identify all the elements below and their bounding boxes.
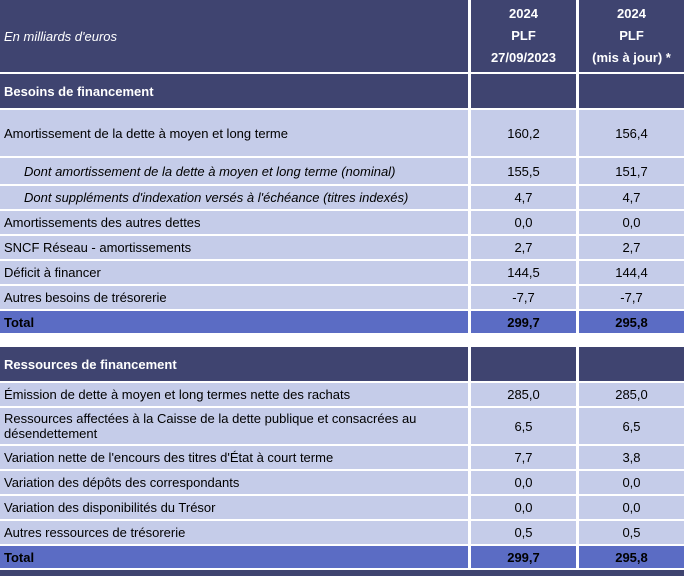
row-value-initial: 2,7	[468, 236, 576, 261]
total-value-initial: 299,7	[468, 546, 576, 570]
row-value-initial: 285,0	[468, 383, 576, 408]
row-label: Variation des dépôts des correspondants	[0, 471, 468, 496]
row-value-updated: 2,7	[576, 236, 684, 261]
row-value-initial: 4,7	[468, 186, 576, 211]
row-label: Dont amortissement de la dette à moyen et long terme (nominal)	[0, 158, 468, 186]
header-row	[0, 0, 684, 74]
total-value-updated: 295,8	[576, 311, 684, 335]
table-row	[0, 383, 684, 408]
row-value-updated: 0,0	[576, 471, 684, 496]
table-row	[0, 521, 684, 546]
row-label: Variation des disponibilités du Trésor	[0, 496, 468, 521]
total-value-updated: 295,8	[576, 546, 684, 570]
row-value-initial: 0,0	[468, 471, 576, 496]
table-row	[0, 110, 684, 158]
row-value-initial: 0,5	[468, 521, 576, 546]
row-value-initial: 144,5	[468, 261, 576, 286]
row-label: Émission de dette à moyen et long termes nette des rachats	[0, 383, 468, 408]
row-value-updated: 0,5	[576, 521, 684, 546]
row-value-updated: 6,5	[576, 408, 684, 446]
row-value-updated: 4,7	[576, 186, 684, 211]
table-row	[0, 186, 684, 211]
column-header-plf-initial	[468, 0, 576, 74]
total-row-ressources	[0, 546, 684, 570]
table-row	[0, 496, 684, 521]
row-value-initial: 155,5	[468, 158, 576, 186]
section-spacer	[0, 335, 684, 347]
table-row	[0, 236, 684, 261]
total-value-initial: 299,7	[468, 311, 576, 335]
column-header-year: 2024	[617, 6, 646, 21]
row-label: Autres besoins de trésorerie	[0, 286, 468, 311]
row-value-initial: 0,0	[468, 211, 576, 236]
column-header-note: (mis à jour) *	[592, 50, 671, 65]
bottom-section-edge	[0, 570, 684, 576]
row-label: Amortissement de la dette à moyen et long terme	[0, 110, 468, 158]
row-value-initial: 6,5	[468, 408, 576, 446]
column-header-plf-updated	[576, 0, 684, 74]
row-value-updated: 3,8	[576, 446, 684, 471]
row-value-updated: 0,0	[576, 496, 684, 521]
row-label: Autres ressources de trésorerie	[0, 521, 468, 546]
total-row-besoins	[0, 311, 684, 335]
section-title: Ressources de financement	[0, 347, 468, 383]
unit-label: En milliards d'euros	[0, 0, 468, 74]
table-row	[0, 446, 684, 471]
table-row	[0, 471, 684, 496]
table-row	[0, 286, 684, 311]
row-value-updated: 285,0	[576, 383, 684, 408]
row-label: Amortissements des autres dettes	[0, 211, 468, 236]
row-value-initial: 160,2	[468, 110, 576, 158]
section-title: Besoins de financement	[0, 74, 468, 110]
table-row	[0, 261, 684, 286]
column-header-date: 27/09/2023	[490, 50, 557, 65]
total-label: Total	[0, 311, 468, 335]
table-row	[0, 211, 684, 236]
row-label: Variation nette de l'encours des titres d'État à court terme	[0, 446, 468, 471]
row-value-updated: 0,0	[576, 211, 684, 236]
section-header-besoins	[0, 74, 684, 110]
row-label: Dont suppléments d'indexation versés à l'échéance (titres indexés)	[0, 186, 468, 211]
column-header-type: PLF	[619, 28, 644, 43]
row-value-updated: 151,7	[576, 158, 684, 186]
table-row	[0, 158, 684, 186]
table-row	[0, 408, 684, 446]
row-value-updated: 144,4	[576, 261, 684, 286]
row-value-updated: 156,4	[576, 110, 684, 158]
column-header-year: 2024	[509, 6, 538, 21]
row-label: Ressources affectées à la Caisse de la dette publique et consacrées au désendettement	[0, 408, 468, 446]
row-value-initial: -7,7	[468, 286, 576, 311]
row-value-initial: 0,0	[468, 496, 576, 521]
row-label: SNCF Réseau - amortissements	[0, 236, 468, 261]
section-header-ressources	[0, 347, 684, 383]
row-value-initial: 7,7	[468, 446, 576, 471]
column-header-type: PLF	[511, 28, 536, 43]
row-label: Déficit à financer	[0, 261, 468, 286]
row-value-updated: -7,7	[576, 286, 684, 311]
total-label: Total	[0, 546, 468, 570]
